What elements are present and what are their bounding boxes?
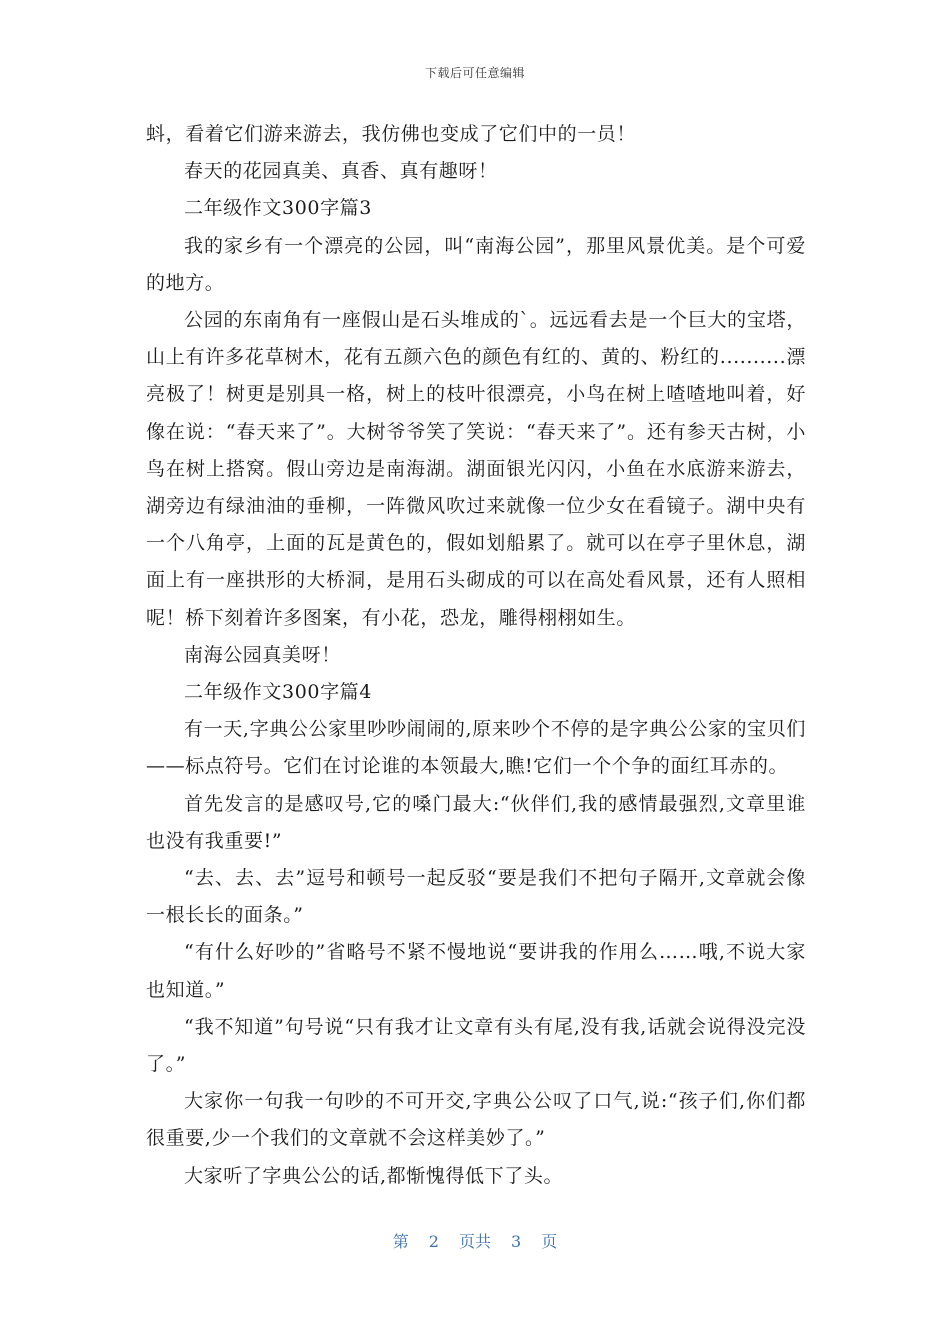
section-heading: 二年级作文300字篇3	[184, 197, 372, 220]
paragraph: 我的家乡有一个漂亮的公园，叫“南海公园”，那里风景优美。是个可爱的地方。	[146, 234, 806, 294]
paragraph: 首先发言的是感叹号,它的嗓门最大:“伙伴们,我的感情最强烈,文章里谁也没有我重要!”	[146, 792, 806, 852]
page-header: 下载后可任意编辑	[424, 66, 525, 80]
paragraph: “去、去、去”逗号和顿号一起反驳“要是我们不把句子隔开,文章就会像一根长长的面条。”	[146, 867, 806, 927]
paragraph: 公园的东南角有一座假山是石头堆成的`。远远看去是一个巨大的宝塔，山上有许多花草树木，花有五颜六色的颜色有红的、黄的、粉红的..........漂亮极了！树更是别具一格，树上的枝叶很漂亮，小鸟在树上喳喳地叫着，好像在说：“春天来了”。大树爷爷笑了笑说：“春天来了”。还有参天古树，小鸟在树上搭窝。假山旁边是南海湖。湖面银光闪闪，小鱼在水底游来游去，湖旁边有绿油油的垂柳，一阵微风吹过来就像一位少女在看镜子。湖中央有一个八角亭，上面的瓦是黄色的，假如划船累了。就可以在亭子里休息，湖面上有一座拱形的大桥洞，是用石头砌成的可以在高处看风景，还有人照相呢！桥下刻着许多图案，有小花，恐龙，雕得栩栩如生。	[146, 309, 806, 629]
page-label: 第	[392, 1232, 409, 1251]
current-page-number: 2	[428, 1232, 439, 1251]
paragraph: 蚪，看着它们游来游去，我仿佛也变成了它们中的一员！	[146, 123, 637, 145]
total-pages-number: 3	[511, 1232, 522, 1251]
page-footer	[0, 1229, 950, 1252]
section-heading: 二年级作文300字篇4	[184, 681, 372, 704]
paragraph: 南海公园真美呀！	[184, 643, 341, 666]
page-end-label: 页	[541, 1232, 558, 1251]
document-body	[146, 116, 806, 1195]
page-of-label: 页共	[458, 1232, 491, 1251]
paragraph: 有一天,字典公公家里吵吵闹闹的,原来吵个不停的是字典公公家的宝贝们——标点符号。它们在讨论谁的本领最大,瞧!它们一个个争的面红耳赤的。	[146, 718, 806, 778]
paragraph: “我不知道”句号说“只有我才让文章有头有尾,没有我,话就会说得没完没了。”	[146, 1015, 806, 1076]
paragraph: “有什么好吵的”省略号不紧不慢地说“要讲我的作用么……哦,不说大家也知道。”	[146, 941, 806, 1001]
paragraph: 大家你一句我一句吵的不可开交,字典公公叹了口气,说:“孩子们,你们都很重要,少一个我们的文章就不会这样美妙了。”	[146, 1090, 806, 1150]
paragraph: 大家听了字典公公的话,都惭愧得低下了头。	[184, 1164, 564, 1187]
paragraph: 春天的花园真美、真香、真有趣呀！	[184, 160, 498, 183]
